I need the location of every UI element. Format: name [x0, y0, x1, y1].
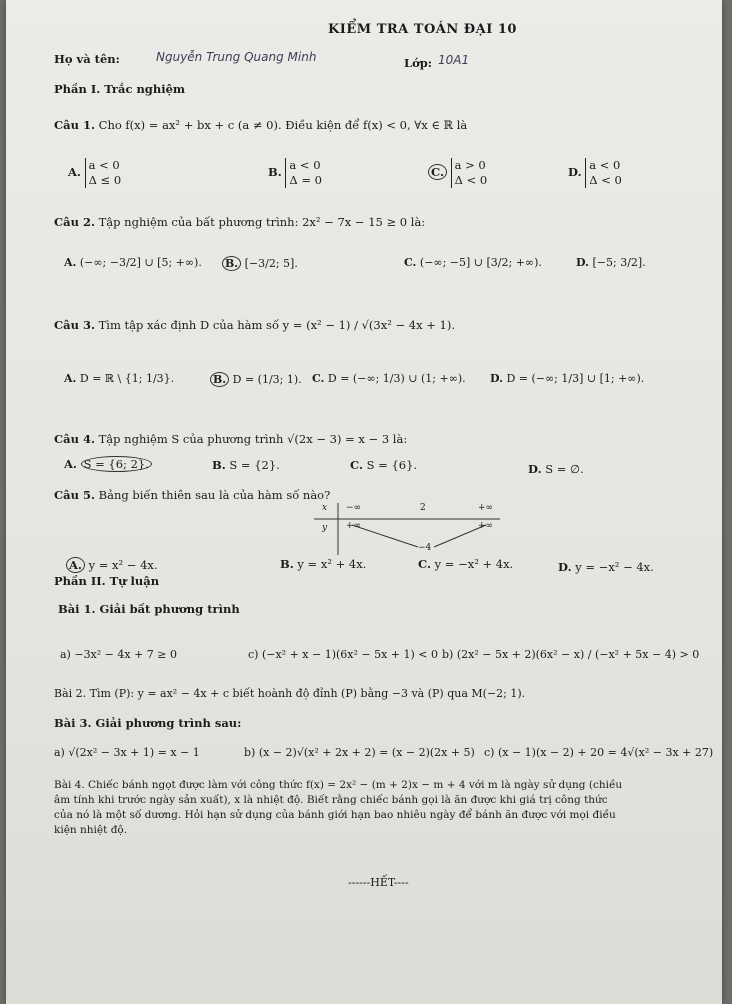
answer-circle-mark: B.: [210, 372, 229, 387]
variation-table: [314, 503, 500, 555]
q1-option-d[interactable]: D. a < 0 Δ < 0: [568, 158, 622, 187]
q5-option-c[interactable]: C. y = −x² + 4x.: [418, 557, 514, 571]
q1-option-a[interactable]: A. a < 0 Δ ≤ 0: [68, 158, 122, 187]
answer-circle-mark: S = {6; 2}.: [81, 456, 152, 472]
vt-y-left: +∞: [346, 521, 362, 531]
b2-text: Bài 2. Tìm (P): y = ax² − 4x + c biết hoành độ đỉnh (P) bằng −3 và (P) qua M(−2; 1).: [54, 687, 526, 700]
q4-stem: [54, 432, 407, 446]
b1-heading: Bài 1. Giải bất phương trình: [58, 602, 240, 616]
class-value: 10A1: [438, 53, 470, 67]
q2-option-d[interactable]: D. [−5; 3/2].: [576, 256, 646, 269]
vt-x-vertex: 2: [420, 503, 426, 513]
b4-line-1: Bài 4. Chiếc bánh ngọt được làm với công thức f(x) = 2x² − (m + 2)x − m + 4 với m là ngày sử dụng (chiều: [54, 779, 623, 791]
q4-option-a[interactable]: A. S = {6; 2}.: [64, 456, 152, 472]
b3-part-b: b) (x − 2)√(x² + 2x + 2) = (x − 2)(2x + 5): [244, 746, 475, 759]
exam-paper: [6, 0, 722, 1004]
q3-option-c[interactable]: C. D = (−∞; 1/3) ∪ (1; +∞).: [312, 372, 466, 385]
q5-stem: [54, 488, 330, 502]
q5-text: Bảng biến thiên sau là của hàm số nào?: [98, 488, 331, 502]
q4-text: Tập nghiệm S của phương trình √(2x − 3) = x − 3 là:: [98, 432, 408, 446]
exam-title: KIỂM TRA TOÁN ĐẠI 10: [328, 22, 517, 37]
b3-part-a: a) √(2x² − 3x + 1) = x − 1: [54, 746, 200, 759]
b1-part-a: a) −3x² − 4x + 7 ≥ 0: [60, 648, 178, 661]
vt-y-label: y: [322, 523, 328, 533]
vt-x-neg-inf: −∞: [346, 503, 362, 513]
b1-part-c: c) (−x² + x − 1)(6x² − 5x + 1) < 0: [248, 648, 439, 661]
q4-label: Câu 4.: [54, 432, 95, 446]
q4-option-b[interactable]: B. S = {2}.: [212, 458, 280, 472]
answer-circle-mark: B.: [222, 256, 241, 271]
q3-label: Câu 3.: [54, 318, 95, 332]
q5-label: Câu 5.: [54, 488, 95, 502]
b4-line-2: âm tính khi trước ngày sản xuất), x là nhiệt độ. Biết rằng chiếc bánh gọi là ăn được khi giá trị công thức: [54, 794, 608, 806]
b3-heading: Bài 3. Giải phương trình sau:: [54, 716, 242, 730]
vt-x-label: x: [322, 503, 328, 513]
b4-paragraph: [54, 778, 622, 838]
answer-circle-mark: A.: [66, 557, 85, 573]
q4-option-d[interactable]: D. S = ∅.: [528, 462, 584, 476]
vt-x-pos-inf: +∞: [478, 503, 494, 513]
name-value: Nguyễn Trung Quang Minh: [156, 50, 317, 64]
class-label: Lớp:: [404, 56, 433, 70]
b4-line-3: của nó là một số dương. Hỏi hạn sử dụng của bánh giới hạn bao nhiêu ngày để bánh ăn được với mọi điều: [54, 809, 616, 821]
q3-stem: [54, 318, 455, 332]
q1-option-c[interactable]: C. a > 0 Δ < 0: [428, 158, 487, 188]
q3-option-d[interactable]: D. D = (−∞; 1/3] ∪ [1; +∞).: [490, 372, 645, 385]
part1-heading: Phần I. Trắc nghiệm: [54, 82, 186, 96]
q1-option-b[interactable]: B. a < 0 Δ = 0: [268, 158, 322, 187]
q4-option-c[interactable]: C. S = {6}.: [350, 458, 418, 472]
variation-table-frame: [314, 503, 500, 555]
q5-option-a[interactable]: A. y = x² − 4x.: [66, 557, 158, 573]
q1-stem: [54, 118, 467, 132]
answer-circle-mark: C.: [428, 164, 447, 180]
vt-y-right: +∞: [478, 521, 494, 531]
q3-option-a[interactable]: A. D = ℝ \ {1; 1/3}.: [64, 372, 175, 385]
q2-option-c[interactable]: C. (−∞; −5] ∪ [3/2; +∞).: [404, 256, 542, 269]
q3-option-b[interactable]: B. D = (1/3; 1).: [210, 372, 302, 387]
part2-heading: Phần II. Tự luận: [54, 574, 160, 588]
b4-line-4: kiện nhiệt độ.: [54, 824, 128, 836]
q5-option-d[interactable]: D. y = −x² − 4x.: [558, 560, 654, 574]
q1-text: Cho f(x) = ax² + bx + c (a ≠ 0). Điều kiện để f(x) < 0, ∀x ∈ ℝ là: [98, 118, 468, 132]
end-mark: ------HẾT----: [348, 876, 409, 889]
q2-option-b[interactable]: B. [−3/2; 5].: [222, 256, 298, 271]
vt-y-min: −4: [418, 543, 432, 553]
name-label: Họ và tên:: [54, 52, 120, 66]
q2-stem: [54, 215, 425, 229]
decrease-arrow: [352, 525, 418, 547]
b1-part-b: b) (2x² − 5x + 2)(6x² − x) / (−x² + 5x − 4) > 0: [442, 648, 700, 661]
q2-option-a[interactable]: A. (−∞; −3/2] ∪ [5; +∞).: [64, 256, 202, 269]
q3-text: Tìm tập xác định D của hàm số y = (x² − 1) / √(3x² − 4x + 1).: [98, 318, 455, 332]
q2-text: Tập nghiệm của bất phương trình: 2x² − 7x − 15 ≥ 0 là:: [98, 215, 426, 229]
q5-option-b[interactable]: B. y = x² + 4x.: [280, 557, 367, 571]
q1-label: Câu 1.: [54, 118, 95, 132]
b3-part-c: c) (x − 1)(x − 2) + 20 = 4√(x² − 3x + 27): [484, 746, 714, 759]
q2-label: Câu 2.: [54, 215, 95, 229]
